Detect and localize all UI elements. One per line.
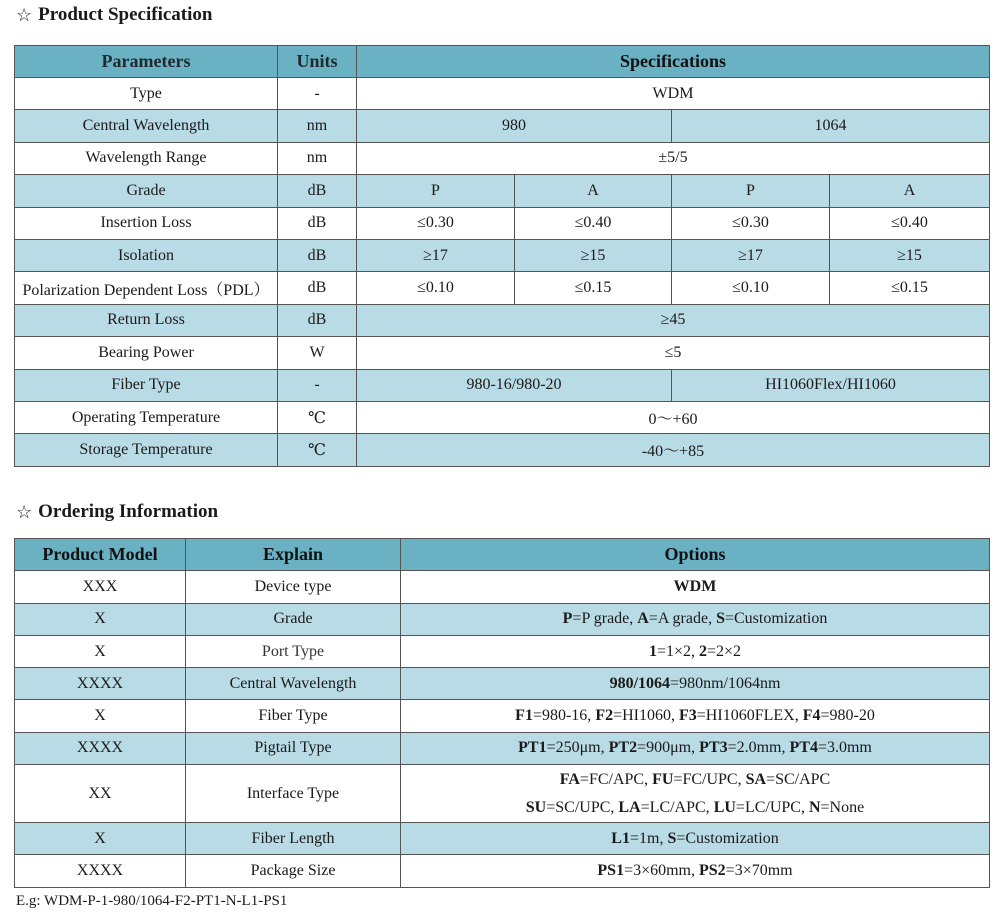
value-cell: ≥15 bbox=[515, 239, 672, 271]
order-row-grade bbox=[15, 603, 990, 635]
option-text: =FC/APC, bbox=[579, 770, 653, 788]
option-code: F1 bbox=[515, 707, 533, 725]
spec-section-title-text: Product Specification bbox=[38, 4, 213, 25]
option-code: S bbox=[667, 829, 677, 847]
option-text: =LC/UPC, bbox=[735, 798, 809, 816]
unit-cell: ℃ bbox=[278, 434, 357, 466]
option-code: PS2 bbox=[699, 862, 726, 880]
param-cell: Isolation bbox=[15, 239, 278, 271]
model-cell: X bbox=[15, 823, 186, 855]
explain-cell: Pigtail Type bbox=[186, 732, 401, 764]
option-text: =SC/APC bbox=[766, 770, 831, 788]
spec-header-row bbox=[15, 46, 990, 78]
option-text: =Customization bbox=[724, 610, 828, 628]
option-text: =250μm, bbox=[546, 739, 609, 757]
value-cell: P bbox=[672, 175, 830, 207]
value-cell: ≤0.30 bbox=[672, 207, 830, 239]
header-product-model: Product Model bbox=[15, 539, 186, 571]
header-parameters: Parameters bbox=[15, 46, 278, 78]
value-cell: ≤0.40 bbox=[830, 207, 990, 239]
option-text: =LC/APC, bbox=[640, 798, 714, 816]
options-cell bbox=[401, 700, 990, 732]
value-cell: ≤0.15 bbox=[515, 272, 672, 304]
param-cell: Polarization Dependent Loss（PDL） bbox=[15, 272, 278, 304]
star-outline-icon: ☆ bbox=[16, 4, 33, 25]
option-text: =3×70mm bbox=[725, 862, 793, 880]
order-row-fiber-length bbox=[15, 823, 990, 855]
option-text: =900μm, bbox=[637, 739, 700, 757]
options-line-1 bbox=[405, 766, 985, 794]
header-options: Options bbox=[401, 539, 990, 571]
explain-cell: Package Size bbox=[186, 855, 401, 887]
option-code: FU bbox=[652, 770, 674, 788]
header-units: Units bbox=[278, 46, 357, 78]
option-code: 1 bbox=[648, 642, 657, 660]
value-cell: A bbox=[830, 175, 990, 207]
param-cell: Insertion Loss bbox=[15, 207, 278, 239]
option-text: =FC/UPC, bbox=[673, 770, 746, 788]
option-code: 2 bbox=[699, 642, 707, 660]
unit-cell: nm bbox=[278, 110, 357, 142]
row-storage-temperature bbox=[15, 434, 990, 466]
spec-table bbox=[14, 45, 990, 467]
param-cell: Central Wavelength bbox=[15, 110, 278, 142]
options-cell bbox=[401, 668, 990, 700]
option-code: PS1 bbox=[597, 862, 625, 880]
option-text: =P grade, bbox=[572, 610, 638, 628]
param-cell: Wavelength Range bbox=[15, 142, 278, 174]
unit-cell: dB bbox=[278, 272, 357, 304]
param-cell: Bearing Power bbox=[15, 337, 278, 369]
order-section-title bbox=[16, 501, 218, 523]
option-code: P bbox=[562, 610, 573, 628]
unit-cell: dB bbox=[278, 175, 357, 207]
model-cell: X bbox=[15, 603, 186, 635]
option-text: =A grade, bbox=[648, 610, 717, 628]
options-cell bbox=[401, 571, 990, 603]
options-line-2 bbox=[405, 794, 985, 822]
order-table bbox=[14, 538, 990, 888]
option-text: =3×60mm, bbox=[624, 862, 699, 880]
value-cell: ≤0.10 bbox=[357, 272, 515, 304]
order-row-interface-type bbox=[15, 765, 990, 823]
explain-cell: Grade bbox=[186, 603, 401, 635]
unit-cell: dB bbox=[278, 239, 357, 271]
option-text: =2×2 bbox=[707, 642, 742, 660]
model-cell: XXXX bbox=[15, 668, 186, 700]
spec-section-title bbox=[16, 4, 212, 26]
param-cell: Storage Temperature bbox=[15, 434, 278, 466]
unit-cell: nm bbox=[278, 142, 357, 174]
option-code: A bbox=[637, 610, 649, 628]
model-cell: XXXX bbox=[15, 855, 186, 887]
row-grade bbox=[15, 175, 990, 207]
value-cell: -40～+85 bbox=[357, 434, 990, 466]
row-central-wavelength bbox=[15, 110, 990, 142]
unit-cell: - bbox=[278, 369, 357, 401]
model-cell: XXX bbox=[15, 571, 186, 603]
explain-cell: Port Type bbox=[186, 635, 401, 667]
options-cell bbox=[401, 855, 990, 887]
row-return-loss bbox=[15, 304, 990, 336]
row-insertion-loss bbox=[15, 207, 990, 239]
order-row-central-wavelength bbox=[15, 668, 990, 700]
options-cell bbox=[401, 765, 990, 823]
param-cell: Grade bbox=[15, 175, 278, 207]
option-code: F2 bbox=[595, 707, 614, 725]
order-row-package-size bbox=[15, 855, 990, 887]
option-code: SA bbox=[745, 770, 767, 788]
option-text: =3.0mm bbox=[817, 739, 872, 757]
order-row-port-type bbox=[15, 635, 990, 667]
value-cell: ≥15 bbox=[830, 239, 990, 271]
option-text: =HI1060FLEX, bbox=[696, 707, 803, 725]
option-code: LA bbox=[618, 798, 641, 816]
model-cell: X bbox=[15, 700, 186, 732]
options-cell bbox=[401, 635, 990, 667]
value-cell: P bbox=[357, 175, 515, 207]
model-cell: XXXX bbox=[15, 732, 186, 764]
explain-cell: Device type bbox=[186, 571, 401, 603]
option-code: PT2 bbox=[608, 739, 638, 757]
explain-cell: Interface Type bbox=[186, 765, 401, 823]
param-cell: Fiber Type bbox=[15, 369, 278, 401]
value-cell: ≤0.10 bbox=[672, 272, 830, 304]
option-text: =2.0mm, bbox=[727, 739, 790, 757]
row-bearing-power bbox=[15, 337, 990, 369]
row-pdl bbox=[15, 272, 990, 304]
option-text: =SC/UPC, bbox=[546, 798, 619, 816]
option-code: S bbox=[716, 610, 725, 628]
value-cell: 980 bbox=[357, 110, 672, 142]
row-fiber-type bbox=[15, 369, 990, 401]
explain-cell: Fiber Length bbox=[186, 823, 401, 855]
option-text: =HI1060, bbox=[613, 707, 679, 725]
value-cell: ≤0.40 bbox=[515, 207, 672, 239]
value-cell: HI1060Flex/HI1060 bbox=[672, 369, 990, 401]
order-row-fiber-type bbox=[15, 700, 990, 732]
value-cell: 1064 bbox=[672, 110, 990, 142]
param-cell: Return Loss bbox=[15, 304, 278, 336]
unit-cell: W bbox=[278, 337, 357, 369]
unit-cell: - bbox=[278, 78, 357, 110]
option-code: FA bbox=[559, 770, 580, 788]
star-outline-icon: ☆ bbox=[16, 501, 33, 522]
model-cell: X bbox=[15, 635, 186, 667]
value-cell: WDM bbox=[357, 78, 990, 110]
option-text: =980nm/1064nm bbox=[670, 674, 781, 692]
row-type bbox=[15, 78, 990, 110]
value-cell: ≤5 bbox=[357, 337, 990, 369]
header-explain: Explain bbox=[186, 539, 401, 571]
value-cell: 0～+60 bbox=[357, 401, 990, 433]
option-text: =Customization bbox=[676, 829, 779, 847]
order-row-device-type bbox=[15, 571, 990, 603]
value-cell: A bbox=[515, 175, 672, 207]
row-operating-temperature bbox=[15, 401, 990, 433]
option-text: =1×2, bbox=[656, 642, 699, 660]
explain-cell: Central Wavelength bbox=[186, 668, 401, 700]
value-cell: ±5/5 bbox=[357, 142, 990, 174]
value-cell: ≥17 bbox=[672, 239, 830, 271]
value-cell: 980-16/980-20 bbox=[357, 369, 672, 401]
option-code: PT1 bbox=[518, 739, 547, 757]
unit-cell: ℃ bbox=[278, 401, 357, 433]
order-row-pigtail-type bbox=[15, 732, 990, 764]
value-cell: ≥45 bbox=[357, 304, 990, 336]
option-text: =980-20 bbox=[820, 707, 875, 725]
order-header-row bbox=[15, 539, 990, 571]
row-isolation bbox=[15, 239, 990, 271]
option-code: PT3 bbox=[699, 739, 728, 757]
unit-cell: dB bbox=[278, 304, 357, 336]
header-specifications: Specifications bbox=[357, 46, 990, 78]
option-code: 980/1064 bbox=[609, 674, 671, 692]
option-code: WDM bbox=[673, 577, 717, 595]
options-cell bbox=[401, 732, 990, 764]
unit-cell: dB bbox=[278, 207, 357, 239]
param-cell: Type bbox=[15, 78, 278, 110]
model-cell: XX bbox=[15, 765, 186, 823]
row-wavelength-range bbox=[15, 142, 990, 174]
option-code: LU bbox=[713, 798, 736, 816]
option-code: F3 bbox=[679, 707, 697, 725]
option-code: F4 bbox=[802, 707, 821, 725]
options-cell bbox=[401, 603, 990, 635]
value-cell: ≤0.30 bbox=[357, 207, 515, 239]
option-text: =980-16, bbox=[532, 707, 596, 725]
option-code: PT4 bbox=[789, 739, 818, 757]
options-cell bbox=[401, 823, 990, 855]
option-code: N bbox=[808, 798, 821, 816]
option-code: L1 bbox=[611, 829, 630, 847]
order-section-title-text: Ordering Information bbox=[38, 501, 219, 522]
option-code: SU bbox=[525, 798, 547, 816]
value-cell: ≤0.15 bbox=[830, 272, 990, 304]
value-cell: ≥17 bbox=[357, 239, 515, 271]
option-text: =1m, bbox=[629, 829, 668, 847]
param-cell: Operating Temperature bbox=[15, 401, 278, 433]
explain-cell: Fiber Type bbox=[186, 700, 401, 732]
example-code: E.g: WDM-P-1-980/1064-F2-PT1-N-L1-PS1 bbox=[16, 893, 288, 909]
option-text: =None bbox=[820, 798, 865, 816]
